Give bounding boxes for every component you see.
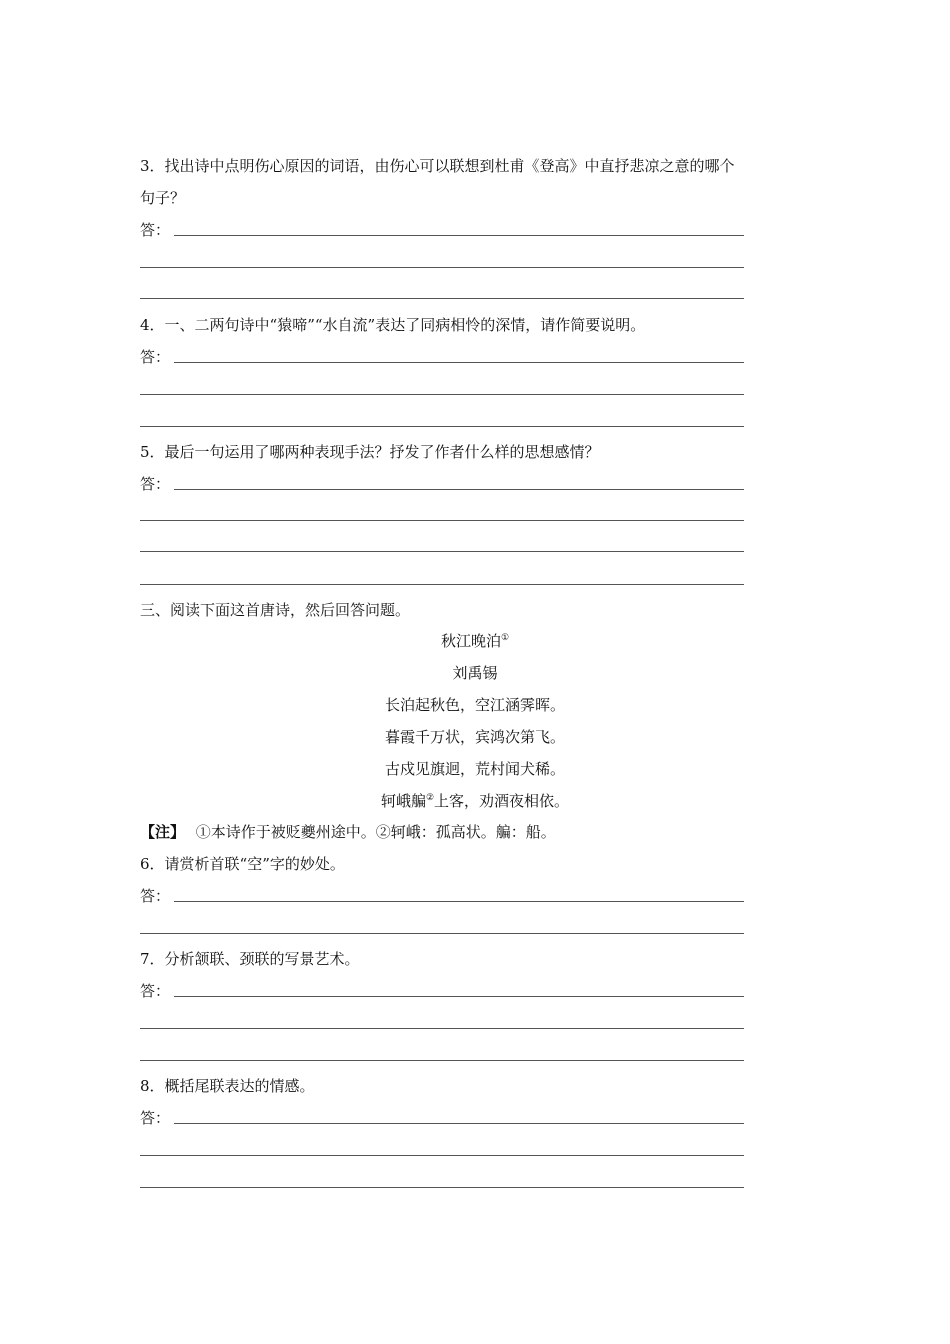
answer-line[interactable]: [174, 235, 744, 236]
answer-label: 答：: [140, 887, 171, 905]
question-7: 7．分析颔联、颈联的写景艺术。: [140, 950, 360, 968]
note-tag: 【注】: [140, 823, 186, 841]
answer-line[interactable]: [140, 1028, 744, 1029]
poem-title-note-marker: ①: [500, 633, 510, 643]
answer-line[interactable]: [140, 1155, 744, 1156]
question-3-line-1: 3．找出诗中点明伤心原因的词语，由伤心可以联想到杜甫《登高》中直抒悲凉之意的哪个: [140, 157, 735, 175]
answer-line[interactable]: [174, 362, 744, 363]
question-3-line-2: 句子？: [140, 189, 186, 207]
poem-line-4-note-marker: ②: [425, 793, 435, 803]
question-8: 8．概括尾联表达的情感。: [140, 1077, 315, 1095]
answer-label: 答：: [140, 475, 171, 493]
poem-author: 刘禹锡: [452, 664, 498, 682]
answer-label: 答：: [140, 221, 171, 239]
answer-line[interactable]: [174, 901, 744, 902]
poem-title-text: 秋江晚泊: [440, 632, 501, 650]
answer-line[interactable]: [140, 520, 744, 521]
poem-line-1: 长泊起秋色，空江涵霁晖。: [384, 696, 565, 714]
answer-line[interactable]: [140, 1060, 744, 1061]
answer-line[interactable]: [140, 584, 744, 585]
answer-line[interactable]: [140, 267, 744, 268]
answer-label: 答：: [140, 1109, 171, 1127]
poem-note: [140, 821, 556, 842]
question-6: 6．请赏析首联“空”字的妙处。: [140, 855, 345, 873]
answer-line[interactable]: [140, 394, 744, 395]
poem-line-4-part-b: 上客，劝酒夜相依。: [434, 792, 570, 810]
question-4: 4．一、二两句诗中“猿啼”“水自流”表达了同病相怜的深情，请作简要说明。: [140, 316, 646, 334]
poem-line-3: 古戍见旗迥，荒村闻犬稀。: [384, 760, 565, 778]
poem-line-4-part-a: 轲峨艑: [380, 792, 426, 810]
poem-title: [0, 630, 950, 651]
answer-line[interactable]: [174, 489, 744, 490]
answer-line[interactable]: [140, 426, 744, 427]
note-text: ①本诗作于被贬夔州途中。②轲峨：孤高状。艑：船。: [195, 823, 556, 841]
answer-line[interactable]: [140, 1187, 744, 1188]
poem-line-4: [0, 790, 950, 811]
answer-line[interactable]: [140, 933, 744, 934]
answer-line[interactable]: [174, 1123, 744, 1124]
answer-line[interactable]: [140, 298, 744, 299]
answer-label: 答：: [140, 982, 171, 1000]
answer-label: 答：: [140, 348, 171, 366]
section-3-heading: 三、阅读下面这首唐诗，然后回答问题。: [140, 601, 411, 619]
poem-line-2: 暮霞千万状，宾鸿次第飞。: [384, 728, 565, 746]
answer-line[interactable]: [140, 551, 744, 552]
answer-line[interactable]: [174, 996, 744, 997]
question-5: 5．最后一句运用了哪两种表现手法？抒发了作者什么样的思想感情？: [140, 443, 600, 461]
